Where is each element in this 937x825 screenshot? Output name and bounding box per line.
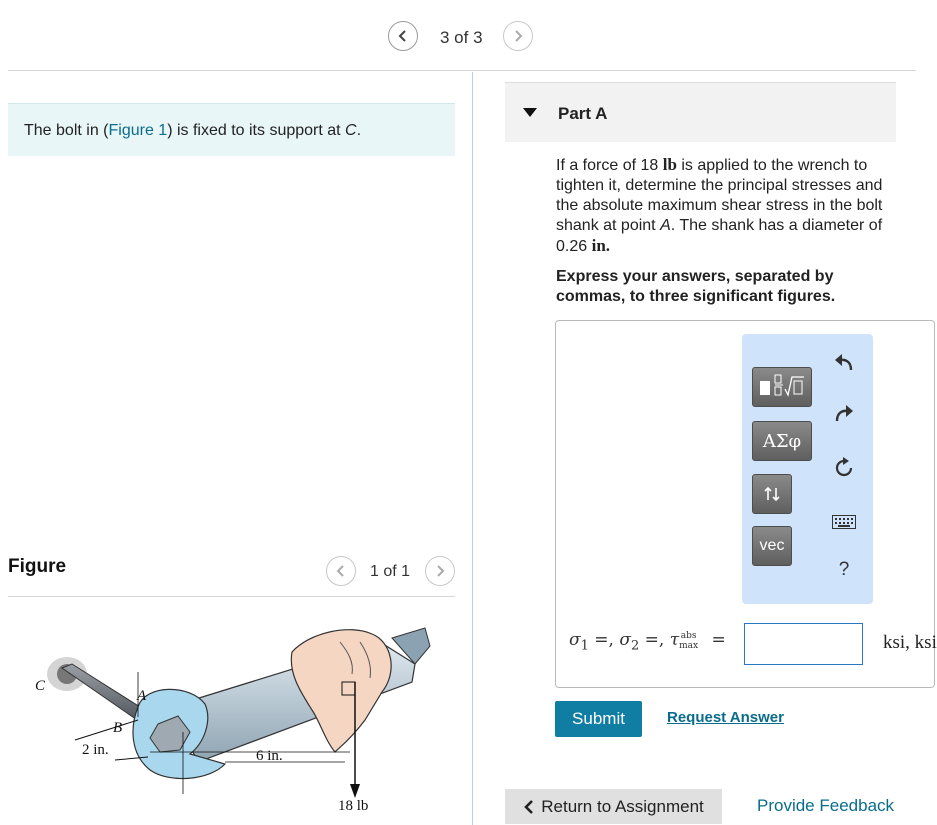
keyboard-icon: [832, 515, 856, 529]
label-force: 18 lb: [338, 798, 369, 814]
intro-middle: ) is fixed to its support at: [167, 122, 346, 139]
caret-down-icon: [523, 108, 537, 118]
hand: [291, 630, 391, 752]
label-c: C: [35, 678, 46, 694]
intro-text: [24, 122, 361, 140]
column-divider: [472, 72, 473, 825]
wrench-figure: [20, 612, 440, 822]
redo-icon: [833, 403, 855, 425]
chevron-right-icon: [511, 29, 525, 43]
q-part-3: . The shank has a diameter of 0.26: [556, 217, 883, 255]
greek-symbols-button[interactable]: ΑΣφ: [752, 421, 812, 461]
chevron-left-icon: [334, 564, 348, 578]
equals-2: =: [644, 630, 659, 650]
figure-next-button[interactable]: [425, 556, 455, 586]
math-toolbar: [742, 334, 873, 604]
instructions: Express your answers, separated by commas, to three significant figures.: [556, 268, 836, 305]
label-dim-2in: 2 in.: [82, 742, 109, 758]
redo-button[interactable]: [830, 400, 858, 428]
subscript-1: 1: [580, 638, 589, 654]
q-unit-lb: lb: [662, 155, 677, 174]
templates-icon: [757, 373, 807, 401]
help-button[interactable]: ?: [838, 559, 850, 580]
tau-symbol: τ: [669, 630, 680, 650]
top-divider: [8, 70, 916, 71]
chevron-left-icon: [523, 799, 535, 815]
q-unit-in: in.: [591, 236, 611, 255]
next-page-button[interactable]: [503, 21, 533, 51]
up-down-arrows-icon: [762, 484, 782, 504]
q-part-1: If a force of 18: [556, 157, 663, 174]
vector-button[interactable]: vec: [752, 526, 792, 566]
templates-button[interactable]: [752, 367, 812, 407]
tau-sub-abs: abs: [680, 630, 697, 641]
answer-equation: [569, 630, 726, 653]
arrows-button[interactable]: [752, 474, 792, 514]
intro-prefix: The bolt in (: [24, 122, 109, 139]
provide-feedback-link[interactable]: Provide Feedback: [757, 796, 895, 815]
comma-1: ,: [608, 630, 614, 650]
chevron-right-icon: [433, 564, 447, 578]
return-to-assignment-button[interactable]: [505, 789, 722, 824]
label-b: B: [113, 720, 123, 736]
pager-text: 3 of 3: [440, 28, 483, 47]
submit-button[interactable]: Submit: [555, 701, 642, 737]
intro-suffix: .: [356, 122, 362, 139]
answer-input[interactable]: [744, 623, 863, 665]
equals-3: =: [711, 630, 726, 650]
label-a: A: [137, 688, 147, 704]
answer-units: ksi, ksi: [883, 632, 937, 653]
intro-point: C: [345, 122, 357, 139]
label-dim-6in: 6 in.: [256, 748, 283, 764]
tau-sub-max: max: [679, 640, 699, 651]
figure-heading: Figure: [8, 556, 67, 577]
sigma-2-symbol: σ: [619, 630, 631, 650]
bolt-shank: [62, 664, 148, 722]
request-answer-link[interactable]: Request Answer: [667, 709, 784, 726]
intro-panel: [8, 103, 455, 156]
chevron-left-icon: [396, 29, 410, 43]
return-label: Return to Assignment: [541, 796, 704, 816]
previous-page-button[interactable]: [388, 21, 418, 51]
figure-prev-button[interactable]: [326, 556, 356, 586]
undo-button[interactable]: [830, 349, 858, 377]
part-a-header[interactable]: [505, 82, 896, 142]
undo-icon: [833, 352, 855, 374]
q-part-2: is applied to the wrench to tighten it, determine the principal stresses and the absolute maximum shear stress in the bolt shank at point: [556, 157, 883, 234]
reset-button[interactable]: [830, 454, 858, 482]
question-text: [556, 155, 896, 257]
part-title: Part A: [558, 104, 608, 123]
sigma-1-symbol: σ: [569, 630, 581, 650]
equals-1: =: [594, 630, 609, 650]
q-point: A: [660, 217, 671, 234]
comma-2: ,: [658, 630, 665, 650]
figure-link[interactable]: Figure 1: [108, 122, 168, 139]
figure-pager-text: 1 of 1: [370, 563, 411, 580]
keyboard-button[interactable]: [830, 508, 858, 536]
figure-divider: [8, 596, 455, 597]
subscript-2: 2: [630, 638, 640, 654]
reset-icon: [832, 456, 856, 480]
